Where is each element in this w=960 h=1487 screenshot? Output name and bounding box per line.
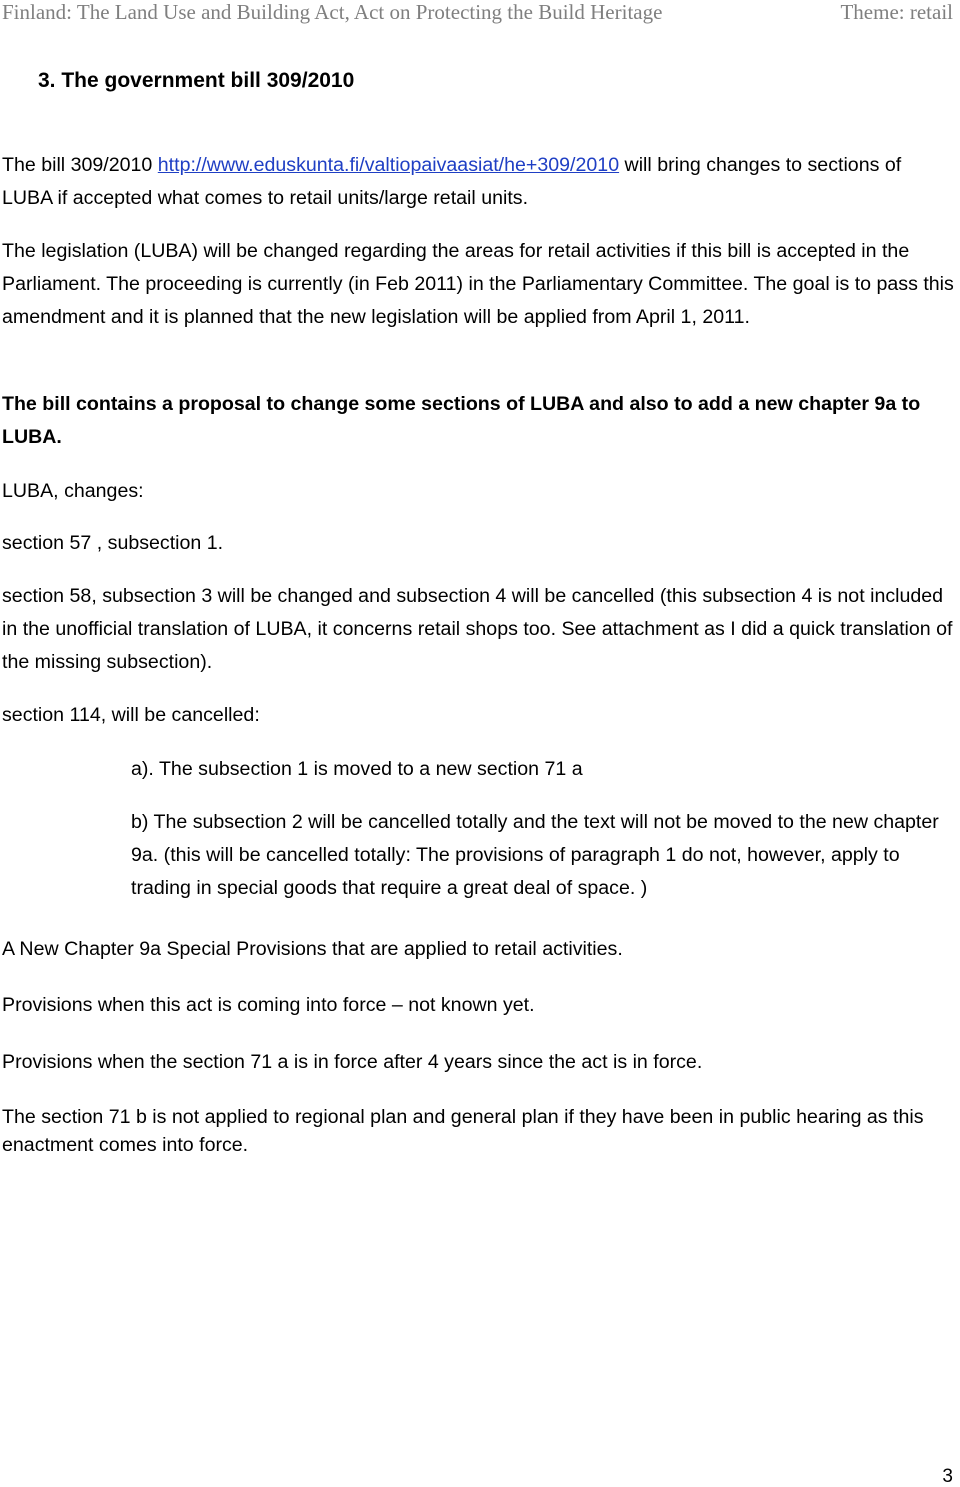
page-number: 3	[942, 1466, 953, 1487]
bill-intro-text: The bill 309/2010	[2, 154, 158, 176]
provisions-force-line: Provisions when this act is coming into force – not known yet.	[2, 994, 535, 1016]
section-71b-paragraph: The section 71 b is not applied to regional plan and general plan if they have been in public hearing as this enactment comes into force.	[2, 1106, 924, 1156]
running-header-title: Finland: The Land Use and Building Act, Act on Protecting the Build Heritage	[2, 0, 663, 24]
section-57-line: section 57 , subsection 1.	[2, 532, 224, 554]
new-chapter-line: A New Chapter 9a Special Provisions that are applied to retail activities.	[2, 938, 623, 960]
legislation-paragraph: The legislation (LUBA) will be changed regarding the areas for retail activities if this bill is accepted in the Parliament. The proceeding is currently (in Feb 2011) in the Parliamentary Committee. The goal is to pass this amendment and it is planned that the new legislation will be applied from April 1, 2011.	[2, 240, 954, 328]
section-58-paragraph: section 58, subsection 3 will be changed and subsection 4 will be cancelled (this subsection 4 is not included in the unofficial translation of LUBA, it concerns retail shops too. See attachment as I did a quick translation of the missing subsection).	[2, 585, 953, 673]
section-114-line: section 114, will be cancelled:	[2, 704, 260, 726]
bill-link[interactable]: http://www.eduskunta.fi/valtiopaivaasiat/he+309/2010	[157, 154, 620, 176]
list-item-b: b) The subsection 2 will be cancelled totally and the text will not be moved to the new chapter 9a. (this will be cancelled totally: The provisions of paragraph 1 do not, however, apply to trading in special goods that require a great deal of space. )	[131, 811, 939, 899]
changes-label: LUBA, changes:	[2, 480, 144, 502]
provisions-71a-line: Provisions when the section 71 a is in force after 4 years since the act is in force.	[2, 1051, 703, 1073]
list-item-a: a). The subsection 1 is moved to a new section 71 a	[131, 758, 583, 780]
section-heading: 3. The government bill 309/2010	[38, 69, 355, 92]
running-header-theme: Theme: retail	[840, 0, 953, 24]
proposal-paragraph: The bill contains a proposal to change some sections of LUBA and also to add a new chapter 9a to LUBA.	[2, 393, 921, 448]
bill-intro-paragraph	[2, 149, 954, 215]
bill-intro-text-end: will bring changes to sections of LUBA if accepted what comes to retail units/large retail units.	[2, 154, 902, 209]
